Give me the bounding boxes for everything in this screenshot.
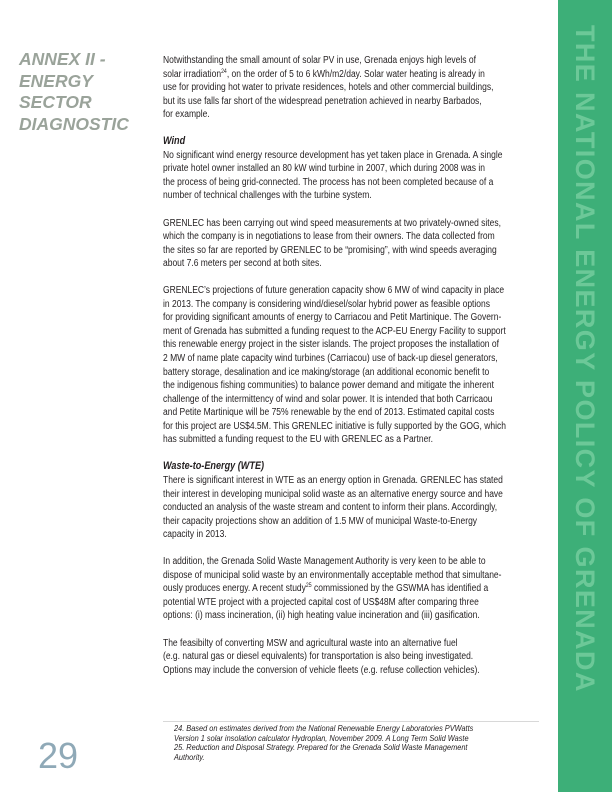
annex-heading-line: ANNEX II - <box>19 49 106 69</box>
text-line: for example. <box>163 109 210 121</box>
text-line: The feasibilty of converting MSW and agricultural waste into an alternative fuel <box>163 637 458 649</box>
paragraph <box>163 54 535 122</box>
text-line: the indigenous fishing communities) to balance power demand and mitigate the inherent <box>163 380 494 392</box>
footnote-line: 25. Reduction and Disposal Strategy. Prepared for the Grenada Solid Waste Management <box>174 742 468 753</box>
text-line: Notwithstanding the small amount of solar PV in use, Grenada enjoys high levels of <box>163 55 476 66</box>
text-line: and Petite Martinique will be 75% renewable by the end of 2013. Estimated capital costs <box>163 407 495 419</box>
text-line: for providing significant amounts of energy to Carriacou and Petit Martinique. The Govern- <box>163 312 502 324</box>
paragraph-spacer <box>163 122 535 136</box>
text-segment: ously produces energy. A recent study <box>163 583 306 595</box>
text-segment: solar irradiation <box>163 68 222 80</box>
text-line: in 2013. The company is considering wind/diesel/solar hybrid power as feasible options <box>163 298 491 310</box>
text-segment: , on the order of 5 to 6 kWh/m2/day. Solar water heating is already in <box>226 68 485 80</box>
text-line: (e.g. natural gas or diesel equivalents) for transportation is also being investigated. <box>163 651 474 663</box>
text-segment: commissioned by the GSWMA has identified a <box>311 583 489 595</box>
paragraph-spacer <box>163 203 535 217</box>
text-line: capacity in 2013. <box>163 529 227 541</box>
text-line: their capacity projections show an addition of 1.5 MW of municipal Waste-to-Energy <box>163 515 478 527</box>
text-line: battery storage, desalination and ice making/storage (an additional economic benefit to <box>163 366 490 378</box>
paragraph-spacer <box>163 447 535 461</box>
text-line: options: (i) mass incineration, (ii) high heating value incineration and (iii) gasification. <box>163 610 480 622</box>
footnote-line: 24. Based on estimates derived from the National Renewable Energy Laboratories PVWatts <box>174 723 474 733</box>
text-line: In addition, the Grenada Solid Waste Management Authority is very keen to be able to <box>163 556 486 568</box>
text-line: 2 MW of name plate capacity wind turbines (Carriacou) use of back-up diesel generators, <box>163 353 498 365</box>
footnote-line: Version 1 solar insolation calculator Hydroplan, November 2009. A Long Term Solid Waste <box>174 732 469 743</box>
text-line: ment of Grenada has submitted a funding request to the ACP-EU Energy Facility to support <box>163 325 506 337</box>
footnotes <box>174 724 544 762</box>
text-line: about 7.6 meters per second at both sites. <box>163 258 322 270</box>
body-text <box>163 54 535 677</box>
text-line: challenge of the intermittency of wind and solar power. It is intended that both Carricaou <box>163 393 493 405</box>
sidebar-band <box>558 0 612 792</box>
text-line: private hotel owner installed an 80 kW wind turbine in 2007, which during 2008 was in <box>163 163 485 175</box>
paragraph-spacer <box>163 271 535 285</box>
text-line: but its use falls far short of the widespread penetration achieved in nearby Barbados, <box>163 95 482 107</box>
text-line: conducted an analysis of the waste stream and content to inform their plans. Accordingly, <box>163 502 498 514</box>
annex-heading <box>19 49 129 135</box>
text-line: for this project are US$4.5M. This GRENLEC initiative is fully supported by the GOG, which <box>163 420 506 432</box>
annex-heading-line: ENERGY <box>19 70 93 91</box>
text-line: GRENLEC’s projections of future generation capacity show 6 MW of wind capacity in place <box>163 285 505 297</box>
annex-heading-line: DIAGNOSTIC <box>19 113 129 134</box>
text-line: has submitted a funding request to the EU with GRENLEC as a Partner. <box>163 434 434 446</box>
text-line: dispose of municipal solid waste by an environmentally acceptable method that simultane- <box>163 569 502 581</box>
paragraph <box>163 637 535 678</box>
text-line <box>163 582 535 596</box>
text-line: GRENLEC has been carrying out wind speed measurements at two privately-owned sites, <box>163 217 501 229</box>
text-line: which the company is in negotiations to lease from their owners. The data collected from <box>163 231 495 243</box>
paragraph <box>163 217 535 271</box>
paragraph <box>163 149 535 203</box>
text-line: the sites so far are reported by GRENLEC to be “promising”, with wind speeds averaging <box>163 244 497 256</box>
text-line: number of technical challenges with the turbine system. <box>163 190 372 202</box>
sidebar-title: THE NATIONAL ENERGY POLICY OF GRENADA <box>570 25 600 693</box>
text-line: There is significant interest in WTE as an energy option in Grenada. GRENLEC has stated <box>163 474 503 486</box>
text-line: this renewable energy project in the sister islands. The project proposes the installation of <box>163 339 499 351</box>
text-line: Options may include the conversion of vehicle fleets (e.g. refuse collection vehicles). <box>163 664 480 676</box>
footnote-line: Authority. <box>174 751 205 762</box>
page-number: 29 <box>38 735 79 776</box>
text-line: No significant wind energy resource development has yet taken place in Grenada. A single <box>163 149 503 161</box>
text-line: use for providing hot water to private residences, hotels and other commercial buildings, <box>163 82 494 94</box>
section-heading: Wind <box>163 135 186 148</box>
text-line: the process of being grid-connected. The process has not been completed because of a <box>163 176 494 188</box>
annex-heading-line: SECTOR <box>19 92 92 112</box>
paragraph-spacer <box>163 623 535 637</box>
footnote-ref: 25 <box>305 583 312 590</box>
text-line: potential WTE project with a projected capital cost of US$48M after comparing three <box>163 596 479 608</box>
paragraph <box>163 284 535 447</box>
section-heading: Waste-to-Energy (WTE) <box>163 460 265 473</box>
text-line <box>163 68 535 82</box>
paragraph <box>163 474 535 542</box>
footnote-ref: 24 <box>221 68 227 75</box>
paragraph <box>163 555 535 623</box>
paragraph-spacer <box>163 542 535 556</box>
footnote-divider <box>163 721 539 722</box>
text-line: their interest in developing municipal solid waste as an alternative energy source and have <box>163 488 503 500</box>
